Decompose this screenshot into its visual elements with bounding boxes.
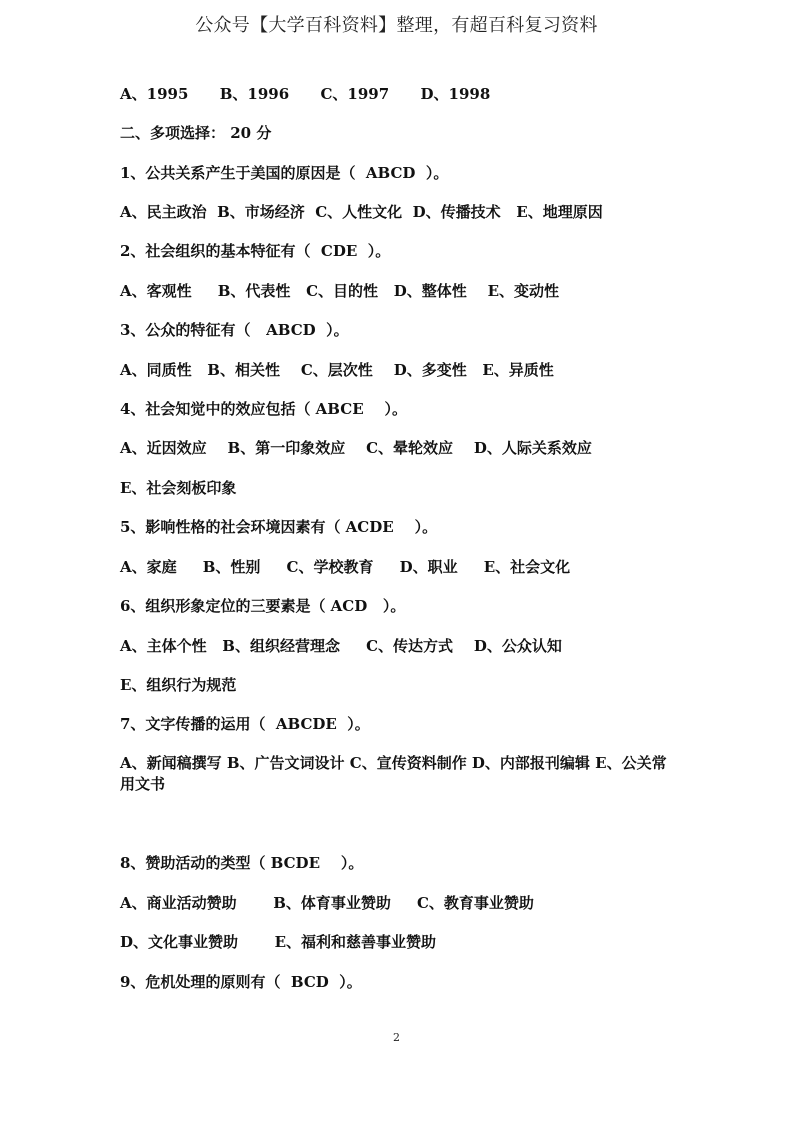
question-5: 5、影响性格的社会环境因素有（ ACDE ）。 (120, 518, 438, 536)
page-header: 公众号【大学百科资料】整理，有超百科复习资料 (195, 15, 598, 36)
question-7: 7、文字传播的运用（ ABCDE ）。 (120, 715, 370, 733)
question-7-options: A、新闻稿撰写 B、广告文词设计 C、宣传资料制作 D、内部报刊编辑 E、公关常用文书 (120, 754, 667, 793)
question-2-options: A、客观性 B、代表性 C、目的性 D、整体性 E、变动性 (120, 282, 560, 300)
question-6: 6、组织形象定位的三要素是（ ACD ）。 (120, 597, 406, 615)
question-8-options: A、商业活动赞助 B、体育事业赞助 C、教育事业赞助 (120, 894, 534, 912)
question-8-options-cont: D、文化事业赞助 E、福利和慈善事业赞助 (120, 933, 436, 951)
question-1-options: A、民主政治 B、市场经济 C、人性文化 D、传播技术 E、地理原因 (120, 203, 603, 221)
page-number: 2 (393, 1031, 400, 1044)
question-9: 9、危机处理的原则有（ BCD ）。 (120, 973, 362, 991)
question-3: 3、公众的特征有（ ABCD ）。 (120, 321, 349, 339)
question-3-options: A、同质性 B、相关性 C、层次性 D、多变性 E、异质性 (120, 361, 554, 379)
question-6-options: A、主体个性 B、组织经营理念 C、传达方式 D、公众认知 (120, 637, 562, 655)
section-heading: 二、多项选择： 20 分 (120, 124, 272, 142)
question-2: 2、社会组织的基本特征有（ CDE ）。 (120, 242, 391, 260)
question-8: 8、赞助活动的类型（ BCDE ）。 (120, 854, 364, 872)
question-4-options-cont: E、社会刻板印象 (120, 479, 237, 497)
answer-options-line: A、1995 B、1996 C、1997 D、1998 (120, 85, 491, 103)
question-1: 1、公共关系产生于美国的原因是（ ABCD ）。 (120, 164, 449, 182)
question-6-options-cont: E、组织行为规范 (120, 676, 237, 694)
question-4-options: A、近因效应 B、第一印象效应 C、晕轮效应 D、人际关系效应 (120, 439, 592, 457)
question-4: 4、社会知觉中的效应包括（ ABCE ）。 (120, 400, 408, 418)
question-5-options: A、家庭 B、性别 C、学校教育 D、职业 E、社会文化 (120, 558, 571, 576)
